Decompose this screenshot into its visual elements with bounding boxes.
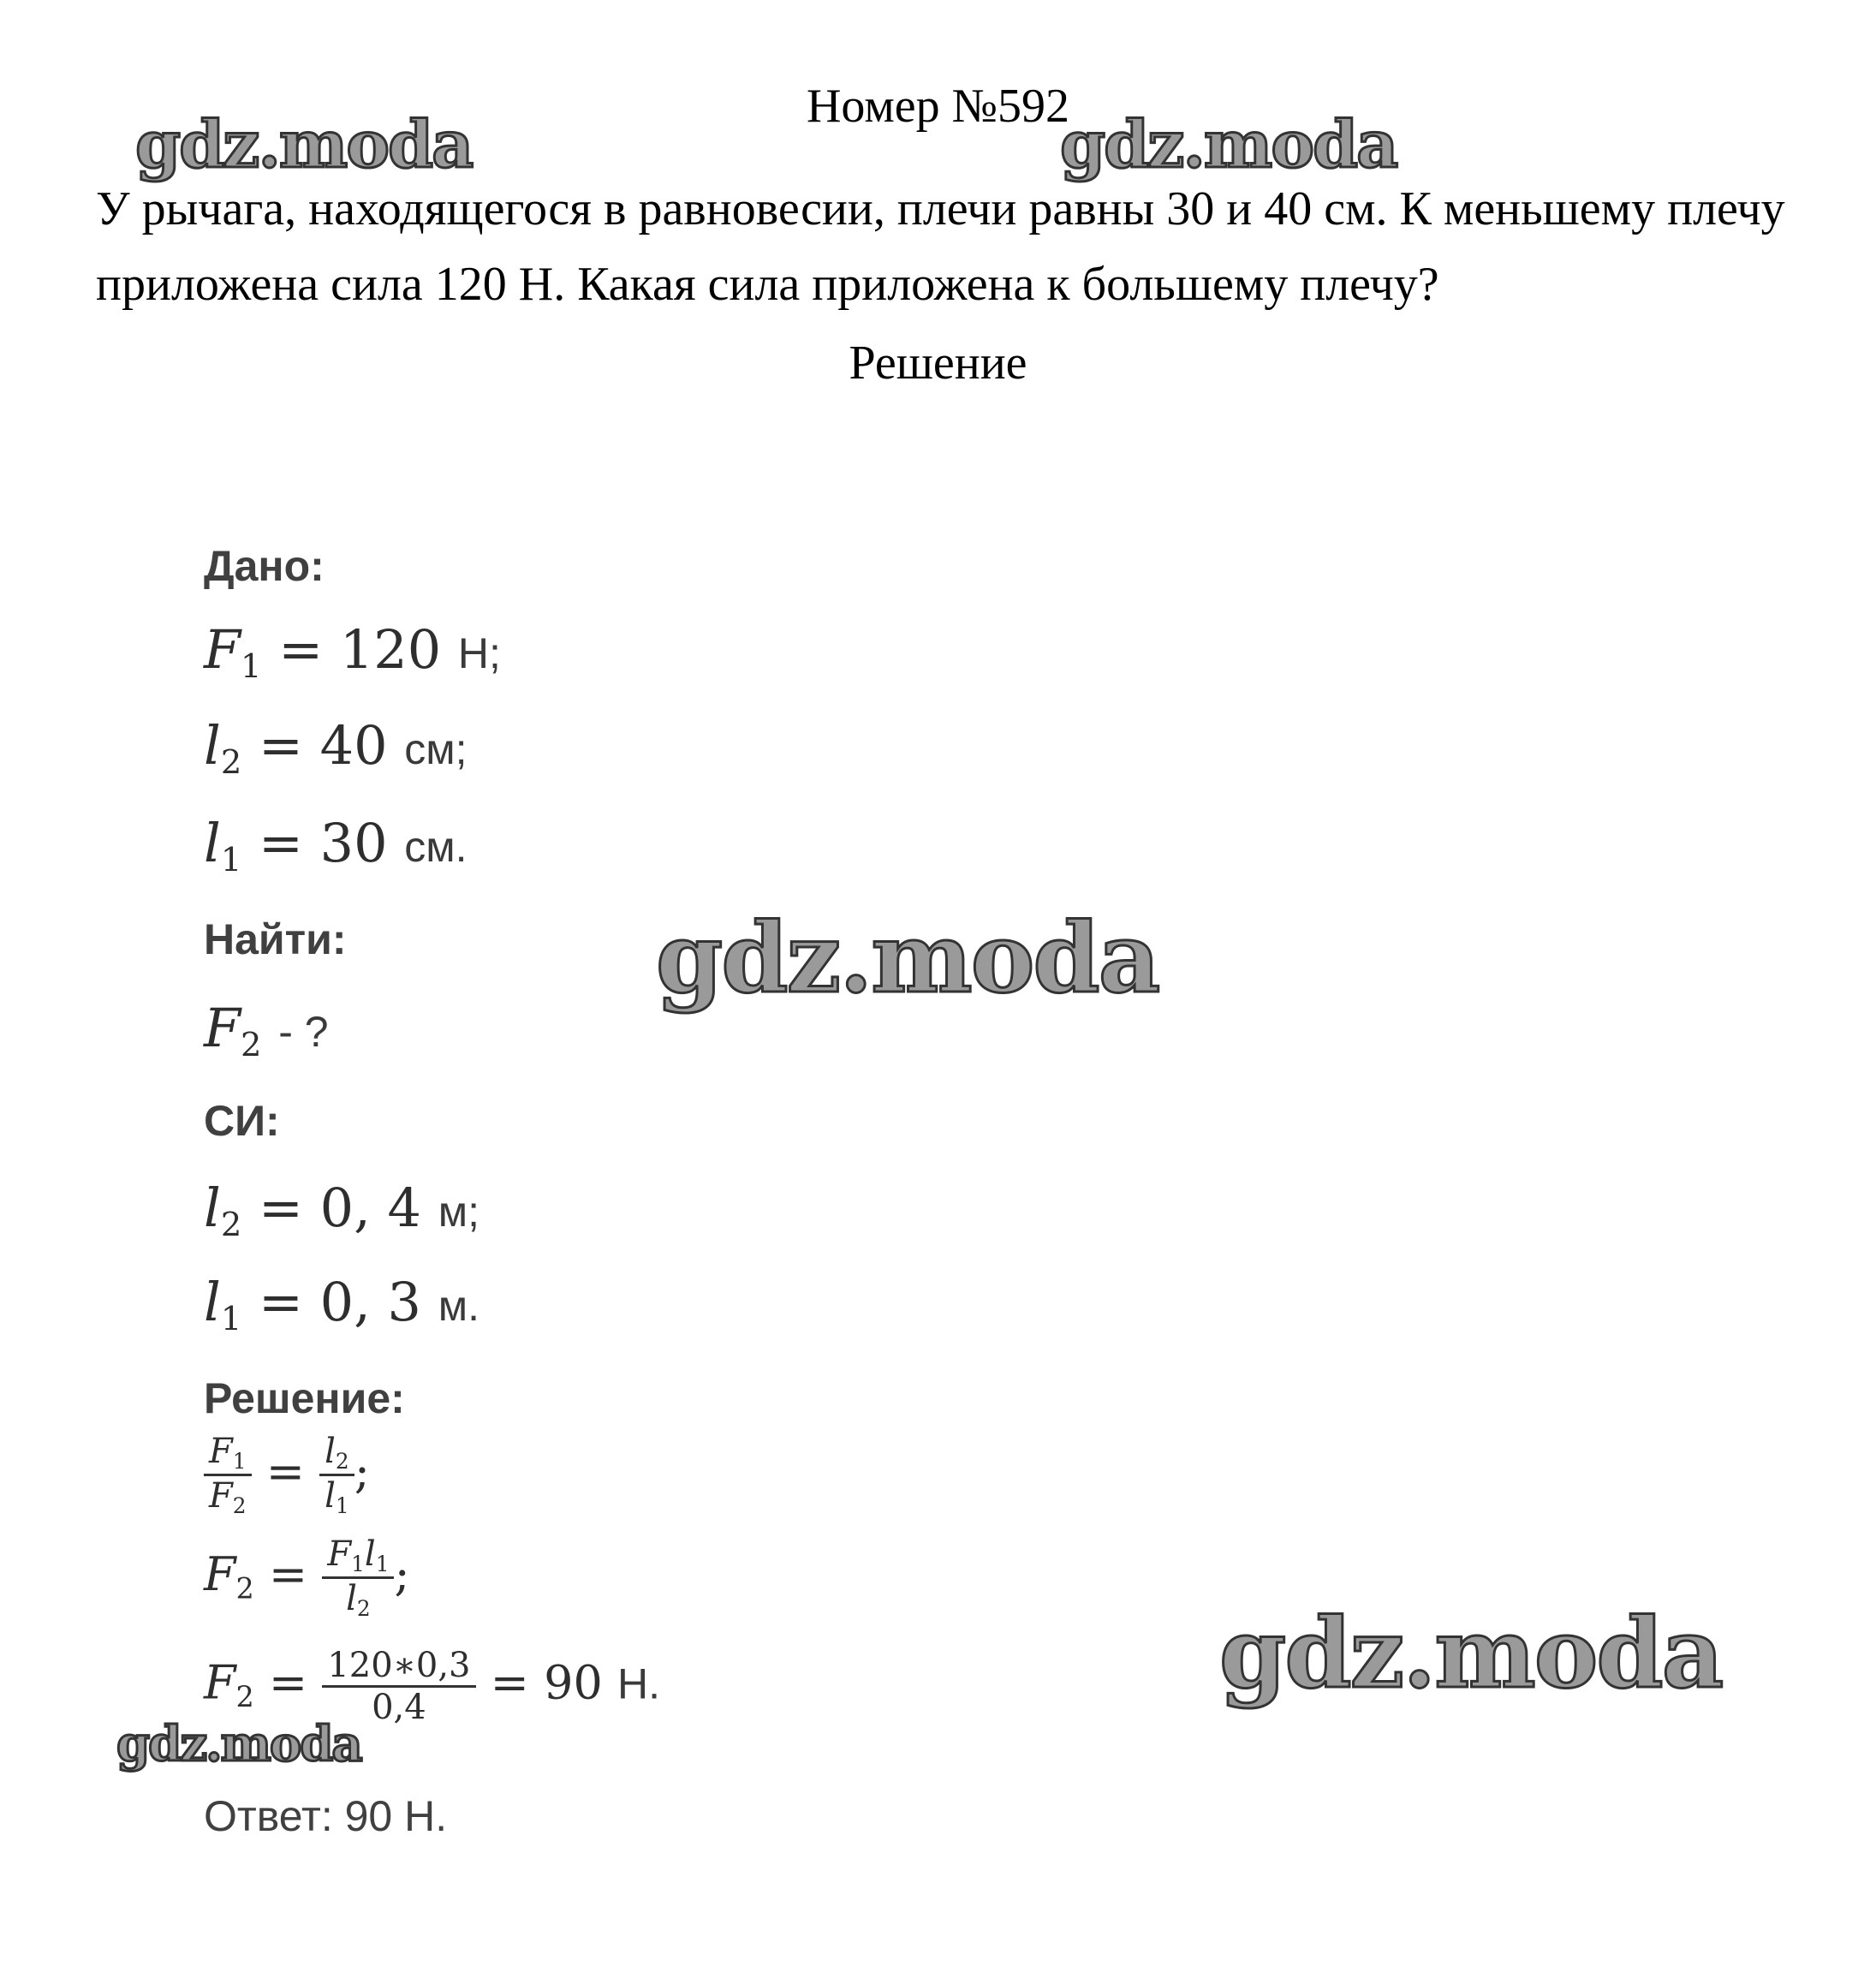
- formula-f2: $F_2$ = $\frac{F_1l_1}{l_2}$ ;: [204, 1534, 410, 1622]
- watermark-bottom-right: gdz.moda: [1219, 1598, 1723, 1710]
- watermark-top-right: gdz.moda: [1060, 106, 1397, 182]
- calc-numerator: 120∗0,3: [322, 1646, 475, 1688]
- given-label: Дано:: [204, 542, 325, 590]
- given-l2-unit: см;: [404, 725, 468, 773]
- given-l1-value: = 30: [259, 812, 388, 874]
- si-l1-value: = 0, 3: [259, 1271, 421, 1333]
- fraction-f1l1-l2: $\frac{F_1l_1}{l_2}$: [322, 1534, 394, 1622]
- watermark-center: gdz.moda: [656, 903, 1159, 1015]
- given-l1-unit: см.: [404, 823, 468, 871]
- given-l2-line: $l_2 = 40$ см;: [204, 714, 468, 782]
- solution-heading: Решение: [849, 337, 1027, 390]
- formula-ratio: $\frac{F_1}{F_2}$ = $\frac{l_2}{l_1}$ ;: [204, 1432, 370, 1519]
- find-label: Найти:: [204, 915, 347, 963]
- formula-calculation: $F_2$ = $\frac{120∗0,3}{0,4}$ = 90 Н.: [204, 1646, 660, 1727]
- watermark-bottom-left: gdz.moda: [116, 1716, 361, 1772]
- si-l1-unit: м.: [438, 1282, 479, 1330]
- find-f2-question: - ?: [278, 1008, 329, 1056]
- si-l2-unit: м;: [438, 1188, 479, 1236]
- fraction-f1-f2: $\frac{F_1}{F_2}$: [204, 1432, 252, 1519]
- si-label: СИ:: [204, 1097, 280, 1145]
- given-l2-value: = 40: [259, 714, 388, 777]
- solution-label: Решение:: [204, 1374, 405, 1422]
- calc-result: = 90: [490, 1655, 603, 1710]
- given-f1-unit: Н;: [457, 629, 501, 677]
- given-l1-line: $l_1 = 30$ см.: [204, 812, 468, 879]
- answer-line: Ответ: 90 Н.: [204, 1792, 448, 1840]
- find-f2-line: $F_2$ - ?: [204, 997, 329, 1064]
- watermark-top-left: gdz.moda: [135, 106, 473, 182]
- calc-unit: Н.: [616, 1659, 660, 1708]
- fraction-calculation: [322, 1646, 475, 1727]
- calc-denominator: 0,4: [372, 1688, 426, 1727]
- si-l1-line: $l_1 = 0$, 3 м.: [204, 1271, 479, 1338]
- problem-statement: У рычага, находящегося в равновесии, плечи равны 30 и 40 см. К меньшему плечу приложена сила 120 Н. Какая сила приложена к большему плечу?: [96, 182, 1785, 311]
- given-f1-line: $F_1 = 120$ Н;: [204, 618, 501, 686]
- problem-number-title: Номер №592: [806, 80, 1070, 133]
- si-l2-line: $l_2 = 0$, 4 м;: [204, 1177, 479, 1244]
- fraction-l2-l1: $\frac{l_2}{l_1}$: [319, 1432, 354, 1519]
- si-l2-value: = 0, 4: [259, 1177, 421, 1239]
- given-f1-value: = 120: [278, 618, 442, 681]
